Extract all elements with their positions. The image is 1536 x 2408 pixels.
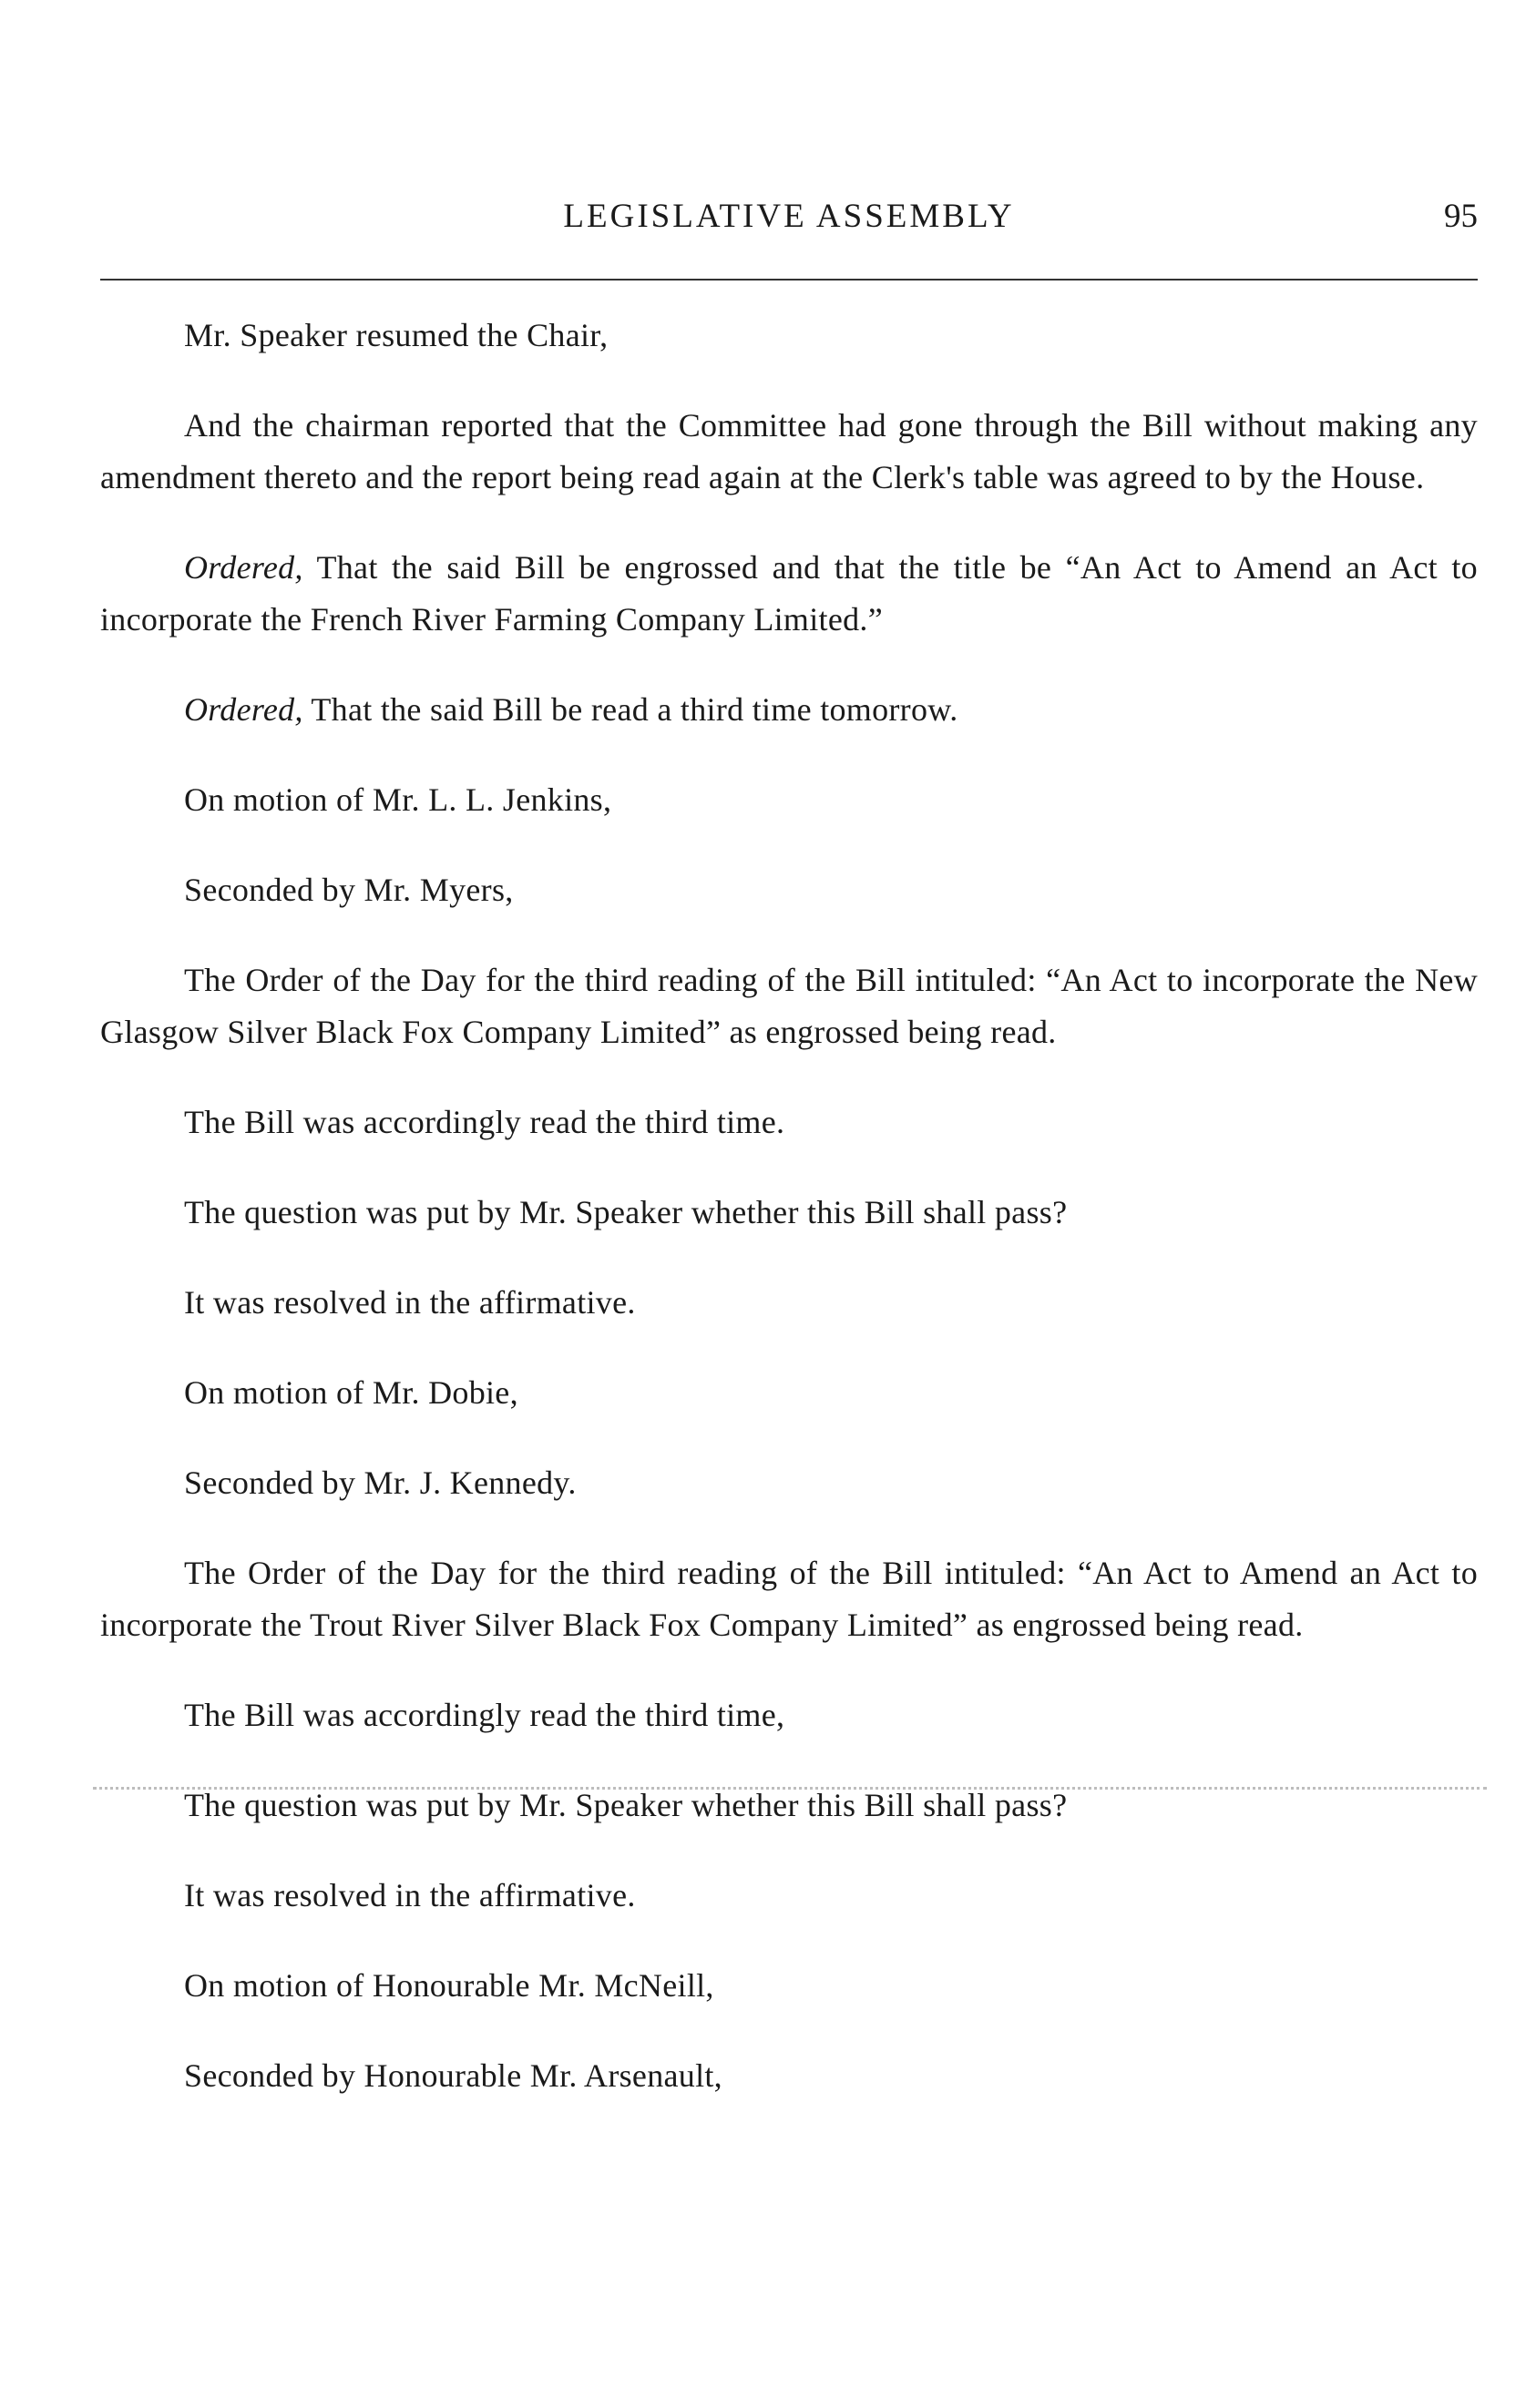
paragraph-text: Mr. Speaker resumed the Chair, [184,317,609,353]
paragraph-text: The Order of the Day for the third reading of the Bill intituled: “An Act to Amend an Act to incorporate the Trout River Silver Black Fox Company Limited” as engrossed being read. [100,1555,1478,1643]
paragraph-bill-read-third [100,1097,1478,1148]
header-rule [100,279,1478,281]
paragraph-text: And the chairman reported that the Committee had gone through the Bill without making any amendment thereto and the report being read again at the Clerk's table was agreed to by the House. [100,407,1478,495]
paragraph-motion-mcneill [100,1960,1478,2012]
paragraph-text: The Bill was accordingly read the third time. [184,1104,785,1140]
paragraph-seconded-kennedy [100,1457,1478,1509]
paragraph-text: That the said Bill be engrossed and that the title be “An Act to Amend an Act to incorporate the French River Farming Company Limited.” [100,549,1478,638]
paragraph-text: On motion of Mr. Dobie, [184,1374,518,1411]
paragraph-text: On motion of Honourable Mr. McNeill, [184,1967,714,2004]
paragraph-text: Seconded by Mr. J. Kennedy. [184,1464,577,1501]
paragraph-order-of-day-trout-river [100,1547,1478,1651]
paragraph-seconded-arsenault [100,2050,1478,2102]
paragraph-resolved-affirmative [100,1277,1478,1329]
page-number: 95 [1444,198,1478,235]
paragraph-speaker-resumed [100,310,1478,362]
paragraph-ordered-third-reading [100,684,1478,736]
paragraph-resolved-affirmative [100,1870,1478,1922]
ordered-label: Ordered, [184,691,303,728]
paragraph-bill-read-third [100,1689,1478,1741]
paragraph-seconded-myers [100,864,1478,916]
paragraph-order-of-day-new-glasgow [100,954,1478,1058]
ordered-label: Ordered, [184,549,303,586]
paragraph-text: It was resolved in the affirmative. [184,1877,636,1913]
paragraph-text: The Bill was accordingly read the third time, [184,1697,785,1733]
paragraph-motion-dobie [100,1367,1478,1419]
journal-body [100,310,1478,2140]
document-page [100,0,1478,2408]
paragraph-motion-jenkins [100,774,1478,826]
paragraph-chairman-report [100,400,1478,504]
paragraph-question-put [100,1187,1478,1239]
paragraph-ordered-engrossed [100,542,1478,646]
paragraph-text: Seconded by Mr. Myers, [184,872,514,908]
scan-dotted-line [93,1787,1487,1790]
running-title: LEGISLATIVE ASSEMBLY [563,198,1015,235]
paragraph-text: On motion of Mr. L. L. Jenkins, [184,781,612,818]
paragraph-text: Seconded by Honourable Mr. Arsenault, [184,2057,722,2094]
paragraph-text: That the said Bill be read a third time tomorrow. [302,691,958,728]
paragraph-text: The question was put by Mr. Speaker whether this Bill shall pass? [184,1194,1068,1230]
paragraph-text: It was resolved in the affirmative. [184,1284,636,1321]
paragraph-text: The question was put by Mr. Speaker whether this Bill shall pass? [184,1787,1068,1823]
paragraph-text: The Order of the Day for the third reading of the Bill intituled: “An Act to incorporate the New Glasgow Silver Black Fox Company Limited” as engrossed being read. [100,962,1478,1050]
page-header [100,191,1478,246]
